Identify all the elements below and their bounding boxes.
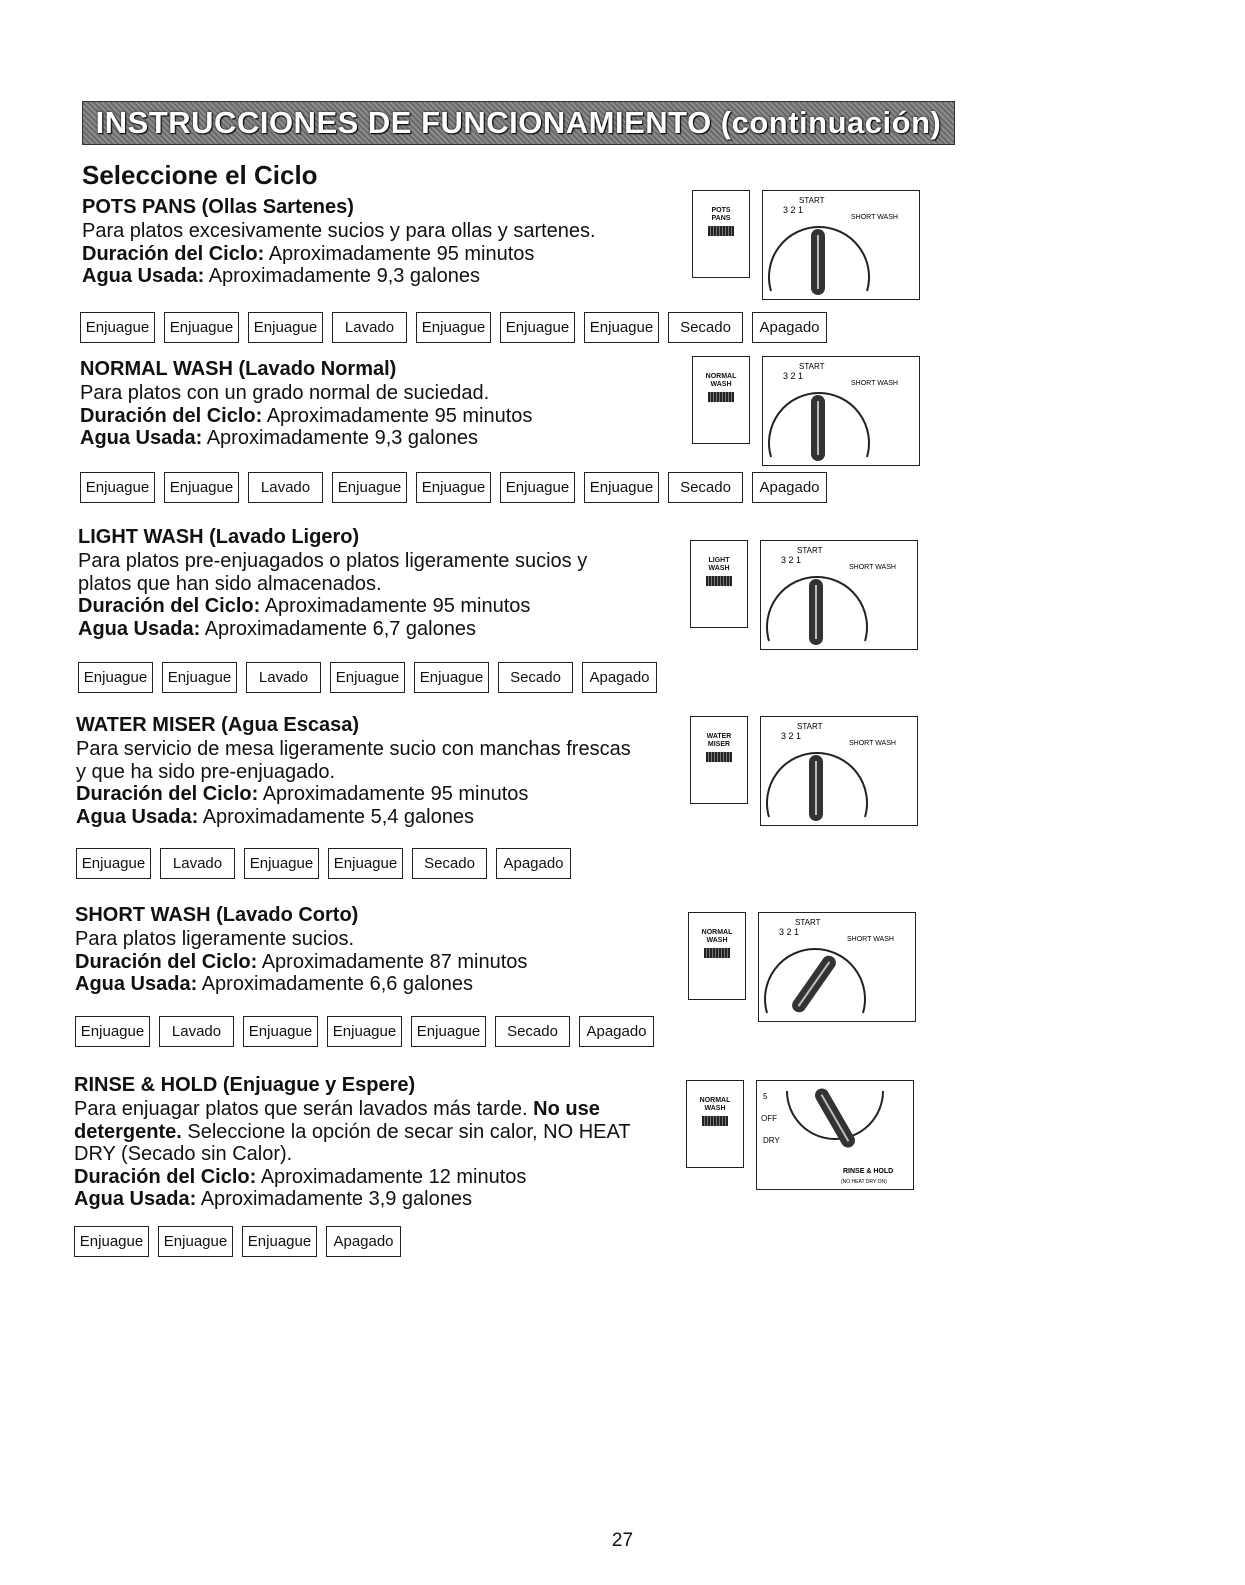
- water-value: Aproximadamente 6,6 galones: [197, 973, 473, 995]
- step-box: Apagado: [752, 472, 827, 503]
- button-text: WASH: [710, 381, 732, 388]
- duration-label: Duración del Ciclo:: [82, 242, 265, 265]
- step-sequence: [76, 848, 571, 879]
- button-text: WATER: [706, 733, 732, 740]
- step-box: Enjuague: [416, 472, 491, 503]
- cycle-title: LIGHT WASH (Lavado Ligero): [78, 526, 360, 548]
- button-text: NORMAL: [705, 373, 737, 380]
- banner-title: INSTRUCCIONES DE FUNCIONAMIENTO (continuación): [95, 105, 942, 140]
- water-label: Agua Usada:: [76, 805, 199, 828]
- dial-start-label: START: [799, 196, 825, 205]
- desc-line: Para servicio de mesa ligeramente sucio con manchas frescas: [76, 738, 631, 760]
- cycle-dial-illustration: [756, 1080, 914, 1190]
- step-sequence: [80, 312, 827, 343]
- step-box: Apagado: [579, 1016, 654, 1047]
- cycle-dial-illustration: [758, 912, 916, 1022]
- desc-line: y que ha sido pre-enjuagado.: [76, 760, 336, 783]
- desc-line: Para platos ligeramente sucios.: [75, 928, 355, 950]
- step-box: Secado: [495, 1016, 570, 1047]
- dial-numbers: 3 2 1: [783, 205, 804, 215]
- duration-value: Aproximadamente 12 minutos: [256, 1165, 527, 1188]
- button-text: POTS: [711, 207, 731, 214]
- step-box: Enjuague: [584, 312, 659, 343]
- dial-dry-label: DRY: [763, 1136, 780, 1145]
- dial-short-wash-label: SHORT WASH: [849, 740, 896, 747]
- cycle-title: SHORT WASH (Lavado Corto): [75, 904, 359, 926]
- button-text: PANS: [711, 215, 731, 222]
- water-value: Aproximadamente 9,3 galones: [204, 265, 480, 287]
- cycle-dial-illustration: [762, 356, 920, 466]
- step-sequence: [78, 662, 657, 693]
- step-box: Enjuague: [414, 662, 489, 693]
- step-box: Lavado: [332, 312, 407, 343]
- step-box: Enjuague: [584, 472, 659, 503]
- desc-text: DRY (Secado sin Calor).: [74, 1143, 293, 1165]
- step-box: Enjuague: [330, 662, 405, 693]
- cycle-button-illustration: [688, 912, 746, 1000]
- step-box: Enjuague: [500, 312, 575, 343]
- dial-start-label: START: [799, 362, 825, 371]
- water-value: Aproximadamente 5,4 galones: [198, 805, 474, 828]
- button-text: WASH: [706, 937, 728, 944]
- indicator-light: [706, 752, 732, 762]
- cycle-description: [75, 928, 527, 996]
- indicator-light: [706, 576, 732, 586]
- duration-label: Duración del Ciclo:: [74, 1165, 257, 1188]
- dial-start-label: START: [797, 546, 823, 555]
- cycle-button-illustration: [686, 1080, 744, 1168]
- cycle-button-illustration: [690, 716, 748, 804]
- button-text: WASH: [708, 565, 730, 572]
- step-sequence: [74, 1226, 401, 1257]
- cycle-title: NORMAL WASH (Lavado Normal): [80, 358, 397, 380]
- step-box: Enjuague: [75, 1016, 150, 1047]
- step-box: Secado: [412, 848, 487, 879]
- cycle-title: POTS PANS (Ollas Sartenes): [82, 196, 354, 218]
- desc-warning: No use: [533, 1098, 600, 1120]
- step-box: Enjuague: [500, 472, 575, 503]
- step-box: Enjuague: [164, 312, 239, 343]
- step-box: Enjuague: [78, 662, 153, 693]
- step-box: Enjuague: [162, 662, 237, 693]
- desc-text: Seleccione la opción de secar sin calor, NO HEAT: [181, 1120, 631, 1143]
- duration-value: Aproximadamente 95 minutos: [262, 404, 533, 427]
- step-box: Enjuague: [158, 1226, 233, 1257]
- button-text: NORMAL: [701, 929, 733, 936]
- desc-line: Para platos excesivamente sucios y para ollas y sartenes.: [82, 220, 596, 242]
- desc-line: Para platos con un grado normal de suciedad.: [80, 382, 490, 404]
- step-box: Apagado: [326, 1226, 401, 1257]
- step-box: Apagado: [752, 312, 827, 343]
- button-text: WASH: [704, 1105, 726, 1112]
- step-box: Enjuague: [76, 848, 151, 879]
- page-number: 27: [611, 1530, 634, 1551]
- step-sequence: [80, 472, 827, 503]
- step-box: Enjuague: [248, 312, 323, 343]
- cycle-button-illustration: [690, 540, 748, 628]
- indicator-light: [704, 948, 730, 958]
- duration-label: Duración del Ciclo:: [75, 950, 258, 973]
- dial-rinse-hold-label: RINSE & HOLD: [843, 1168, 894, 1175]
- dial-short-wash-label: SHORT WASH: [851, 380, 898, 387]
- water-label: Agua Usada:: [75, 973, 198, 995]
- dial-short-wash-label: SHORT WASH: [849, 564, 896, 571]
- step-box: Enjuague: [242, 1226, 317, 1257]
- step-box: Enjuague: [328, 848, 403, 879]
- step-box: Enjuague: [164, 472, 239, 503]
- desc-line: platos que han sido almacenados.: [78, 572, 382, 595]
- step-box: Secado: [498, 662, 573, 693]
- step-box: Enjuague: [327, 1016, 402, 1047]
- dial-numbers: 3 2 1: [781, 731, 802, 741]
- water-label: Agua Usada:: [82, 265, 205, 287]
- water-label: Agua Usada:: [74, 1188, 197, 1210]
- dial-short-wash-label: SHORT WASH: [847, 936, 894, 943]
- cycle-dial-illustration: [762, 190, 920, 300]
- indicator-light: [708, 392, 734, 402]
- step-box: Enjuague: [80, 472, 155, 503]
- desc-text: Para enjuagar platos que serán lavados más tarde.: [74, 1098, 534, 1120]
- duration-label: Duración del Ciclo:: [80, 404, 263, 427]
- dial-off-label: OFF: [761, 1114, 777, 1123]
- water-value: Aproximadamente 6,7 galones: [200, 617, 476, 640]
- step-box: Enjuague: [332, 472, 407, 503]
- step-box: Enjuague: [243, 1016, 318, 1047]
- cycle-description: [82, 220, 596, 288]
- dial-numbers: 3 2 1: [779, 927, 800, 937]
- duration-value: Aproximadamente 95 minutos: [258, 783, 529, 805]
- cycle-title: WATER MISER (Agua Escasa): [76, 714, 360, 736]
- dial-no-heat-label: (NO HEAT DRY ON): [841, 1179, 887, 1185]
- desc-line: Para platos pre-enjuagados o platos ligeramente sucios y: [78, 550, 588, 572]
- water-label: Agua Usada:: [78, 617, 201, 640]
- step-box: Apagado: [496, 848, 571, 879]
- step-box: Lavado: [248, 472, 323, 503]
- step-box: Lavado: [160, 848, 235, 879]
- water-label: Agua Usada:: [80, 427, 203, 449]
- cycle-description: [80, 382, 532, 450]
- duration-value: Aproximadamente 95 minutos: [264, 242, 535, 265]
- step-box: Secado: [668, 312, 743, 343]
- cycle-description: [74, 1098, 631, 1211]
- step-box: Lavado: [246, 662, 321, 693]
- step-box: Enjuague: [244, 848, 319, 879]
- step-box: Enjuague: [411, 1016, 486, 1047]
- step-box: Enjuague: [416, 312, 491, 343]
- duration-value: Aproximadamente 95 minutos: [260, 595, 531, 617]
- button-text: LIGHT: [708, 557, 730, 564]
- cycle-dial-illustration: [760, 540, 918, 650]
- cycle-dial-illustration: [760, 716, 918, 826]
- button-text: MISER: [707, 741, 731, 748]
- section-title: Seleccione el Ciclo: [82, 160, 318, 190]
- dial-five-label: 5: [763, 1092, 768, 1101]
- dial-start-label: START: [795, 918, 821, 927]
- cycle-button-illustration: [692, 356, 750, 444]
- cycle-button-illustration: [692, 190, 750, 278]
- button-text: NORMAL: [699, 1097, 731, 1104]
- water-value: Aproximadamente 9,3 galones: [202, 427, 478, 449]
- duration-label: Duración del Ciclo:: [78, 595, 261, 617]
- indicator-light: [702, 1116, 728, 1126]
- dial-short-wash-label: SHORT WASH: [851, 214, 898, 221]
- header-banner: [82, 101, 955, 145]
- water-value: Aproximadamente 3,9 galones: [196, 1188, 472, 1210]
- step-box: Enjuague: [80, 312, 155, 343]
- duration-value: Aproximadamente 87 minutos: [257, 950, 528, 973]
- step-box: Secado: [668, 472, 743, 503]
- indicator-light: [708, 226, 734, 236]
- cycle-title: RINSE & HOLD (Enjuague y Espere): [74, 1074, 416, 1096]
- dial-numbers: 3 2 1: [781, 555, 802, 565]
- cycle-description: [78, 550, 587, 640]
- dial-numbers: 3 2 1: [783, 371, 804, 381]
- cycle-description: [76, 738, 631, 828]
- desc-warning: detergente.: [74, 1120, 182, 1143]
- step-box: Lavado: [159, 1016, 234, 1047]
- step-box: Enjuague: [74, 1226, 149, 1257]
- step-sequence: [75, 1016, 654, 1047]
- dial-start-label: START: [797, 722, 823, 731]
- duration-label: Duración del Ciclo:: [76, 783, 259, 805]
- step-box: Apagado: [582, 662, 657, 693]
